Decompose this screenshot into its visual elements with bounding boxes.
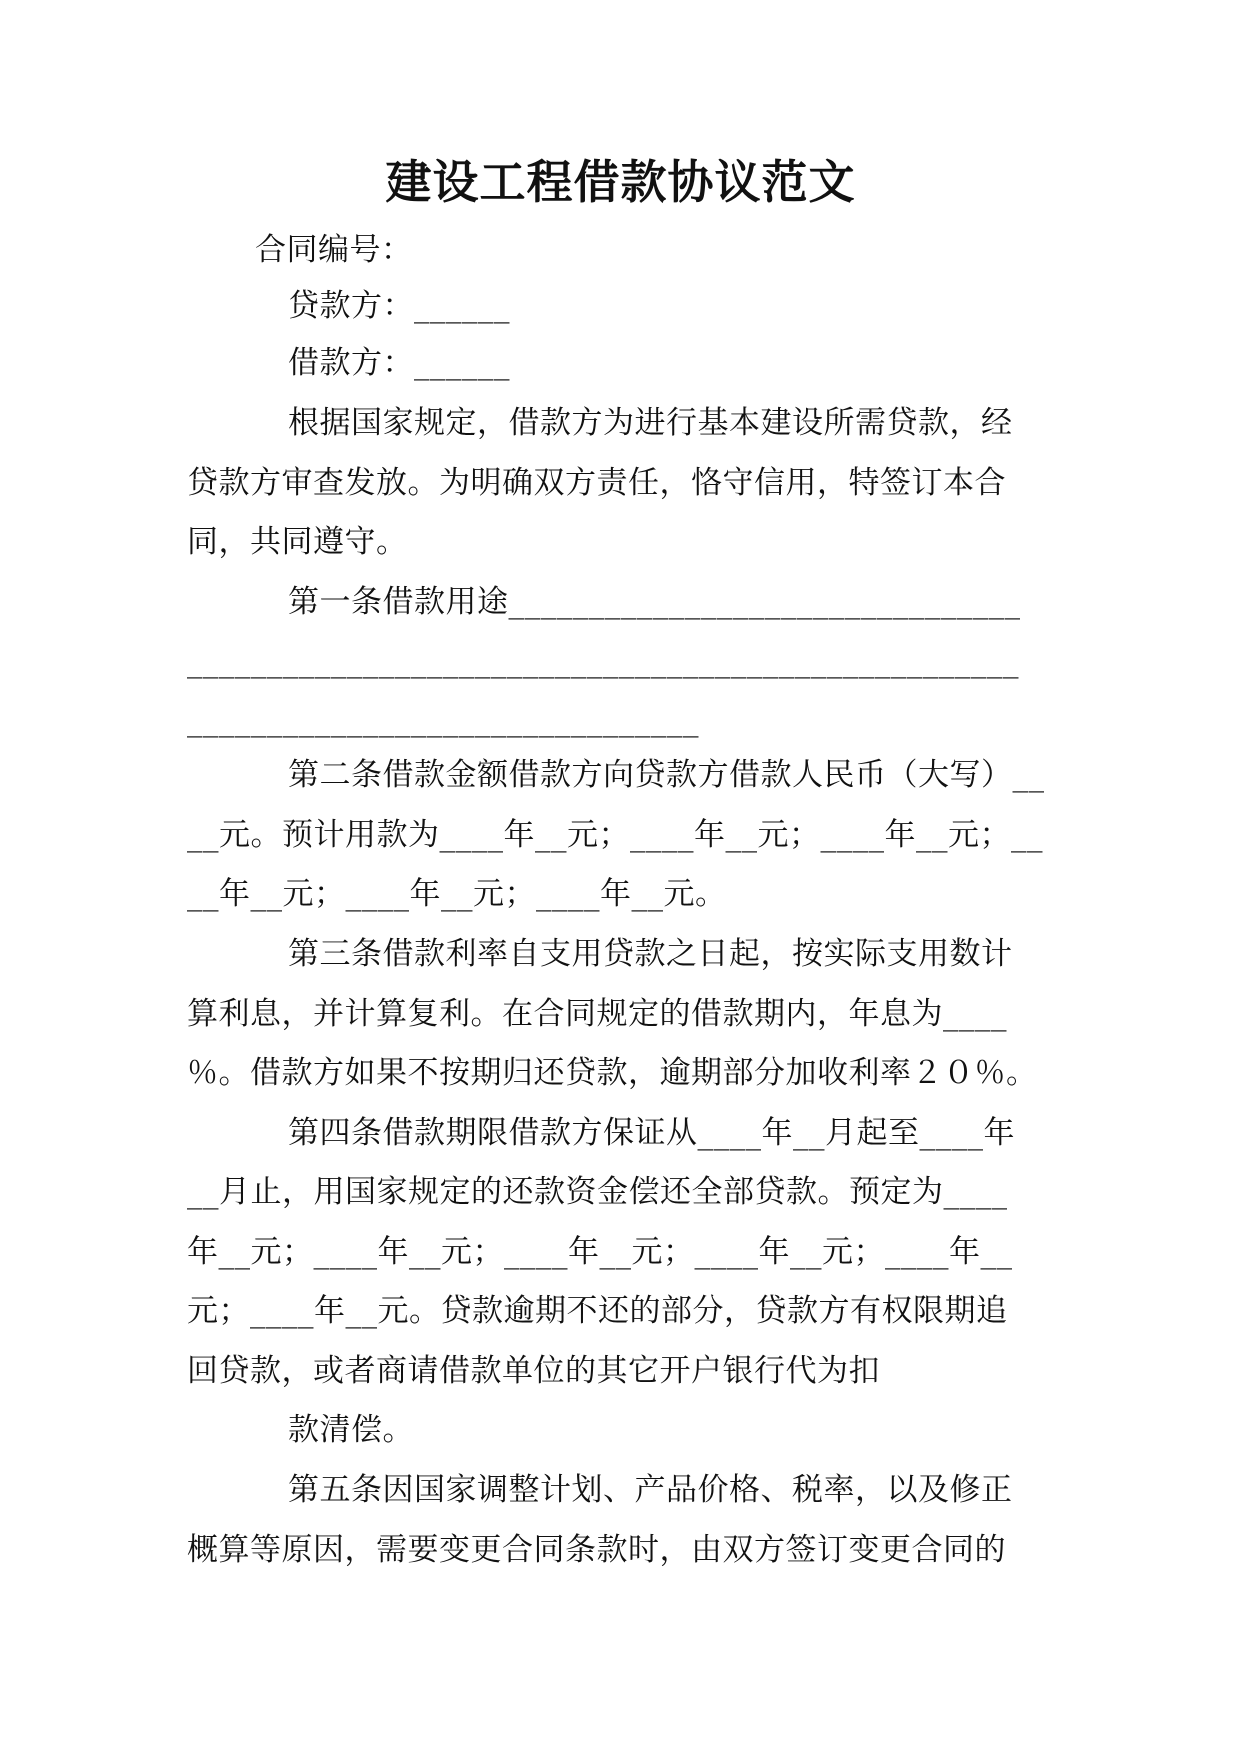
article-1-line-3: ________________________________ — [187, 702, 699, 738]
lender-line: 贷款方：______ — [288, 288, 510, 324]
article-1-line-1: 第一条借款用途________________________________ — [288, 584, 1021, 620]
document-title: 建设工程借款协议范文 — [385, 155, 856, 209]
article-4-line-6: 款清偿。 — [288, 1412, 414, 1448]
article-4-line-2: __月止，用国家规定的还款资金偿还全部贷款。预定为____ — [187, 1174, 1008, 1210]
article-1-line-2: ____________________________________________________ — [187, 643, 1019, 679]
article-4-line-4: 元；____年__元。贷款逾期不还的部分，贷款方有权限期追 — [187, 1293, 1008, 1329]
article-5-line-1: 第五条因国家调整计划、产品价格、税率，以及修正 — [288, 1472, 1013, 1508]
article-4-line-3: 年__元；____年__元；____年__元；____年__元；____年__ — [187, 1234, 1013, 1270]
preamble-line-1: 根据国家规定，借款方为进行基本建设所需贷款，经 — [288, 405, 1013, 441]
borrower-line: 借款方：______ — [288, 345, 510, 381]
preamble-line-3: 同，共同遵守。 — [187, 524, 408, 560]
article-2-line-2: __元。预计用款为____年__元；____年__元；____年__元；__ — [187, 817, 1043, 853]
article-3-line-3: ％。借款方如果不按期归还贷款，逾期部分加收利率２０％。 — [187, 1055, 1038, 1091]
article-2-line-1: 第二条借款金额借款方向贷款方借款人民币（大写）__ — [288, 757, 1045, 793]
article-4-line-5: 回贷款，或者商请借款单位的其它开户银行代为扣 — [187, 1353, 880, 1389]
article-5-line-2: 概算等原因，需要变更合同条款时，由双方签订变更合同的 — [187, 1532, 1006, 1568]
article-3-line-2: 算利息，并计算复利。在合同规定的借款期内，年息为____ — [187, 996, 1007, 1032]
preamble-line-2: 贷款方审查发放。为明确双方责任，恪守信用，特签订本合 — [187, 465, 1006, 501]
article-2-line-3: __年__元；____年__元；____年__元。 — [187, 876, 727, 912]
article-4-line-1: 第四条借款期限借款方保证从____年__月起至____年 — [288, 1115, 1015, 1151]
contract-number-line: 合同编号： — [255, 232, 413, 268]
article-3-line-1: 第三条借款利率自支用贷款之日起，按实际支用数计 — [288, 936, 1013, 972]
